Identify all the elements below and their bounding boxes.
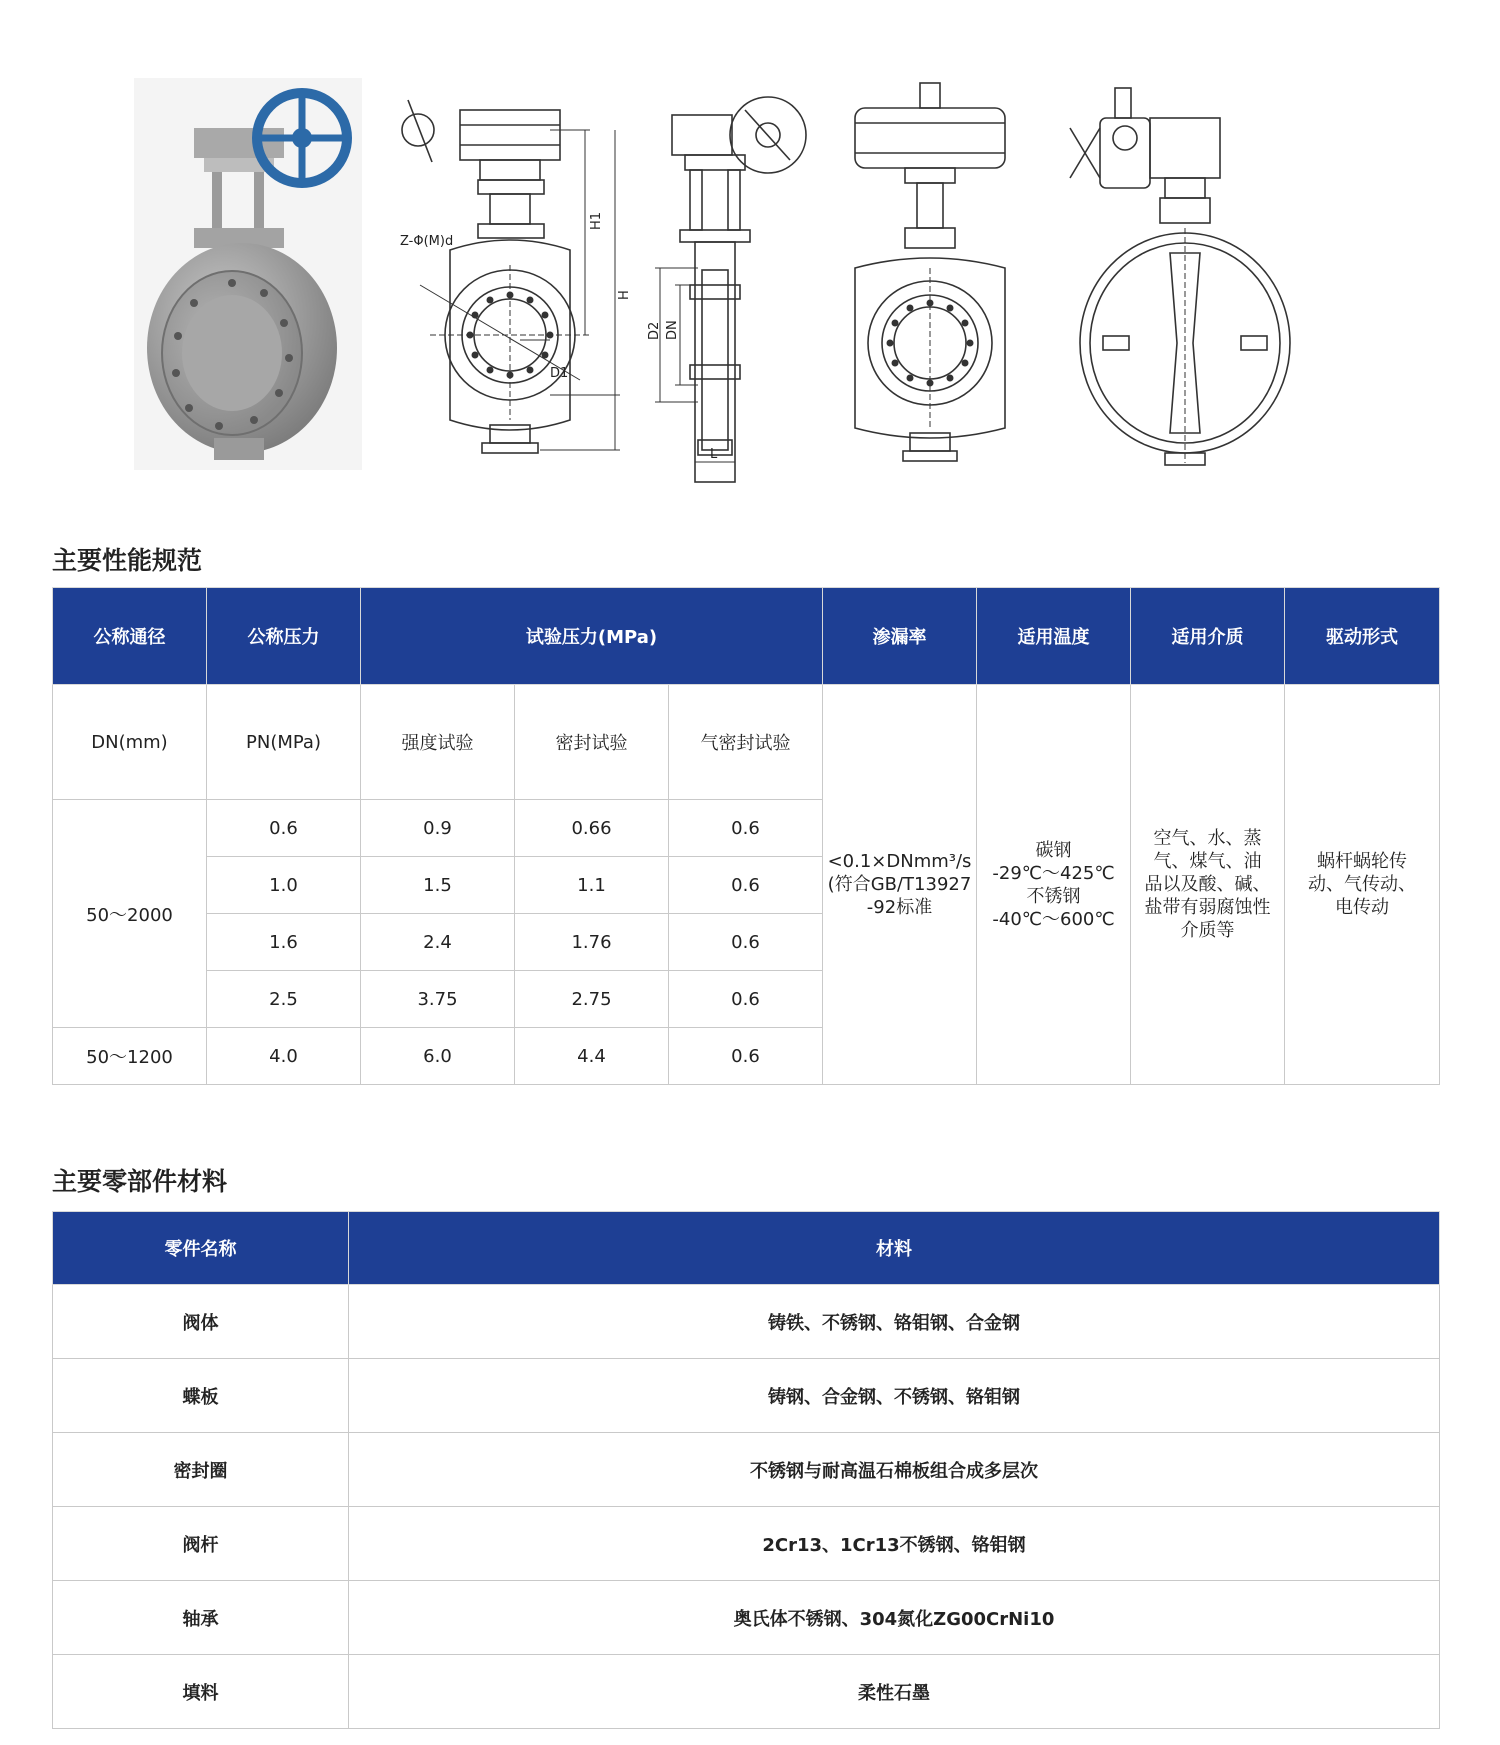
part-name-cell: 轴承 bbox=[53, 1581, 349, 1655]
materials-section-title: 主要零部件材料 bbox=[52, 1167, 228, 1196]
spec-header-row bbox=[53, 588, 1440, 685]
label-h: H bbox=[617, 290, 632, 300]
seal-cell: 2.75 bbox=[515, 971, 669, 1028]
drawing-electric-view bbox=[1065, 78, 1315, 468]
drive-line: 电传动 bbox=[1335, 897, 1389, 918]
material-cell: 铸铁、不锈钢、铬钼钢、合金钢 bbox=[349, 1285, 1440, 1359]
header-dn: 公称通径 bbox=[53, 588, 207, 685]
materials-table bbox=[52, 1211, 1440, 1729]
drawing-side-view bbox=[647, 90, 820, 470]
temperature-cell bbox=[977, 685, 1131, 1085]
airseal-cell: 0.6 bbox=[669, 857, 823, 914]
leak-line: <0.1×DNmm³/s bbox=[827, 851, 972, 872]
airseal-cell: 0.6 bbox=[669, 914, 823, 971]
part-name-cell: 密封圈 bbox=[53, 1433, 349, 1507]
seal-cell: 1.1 bbox=[515, 857, 669, 914]
medium-line: 气、煤气、油 bbox=[1153, 851, 1262, 872]
temp-line: -29℃～425℃ bbox=[992, 862, 1115, 884]
dn-group-cell: 50～1200 bbox=[53, 1028, 207, 1085]
table-row bbox=[53, 1433, 1440, 1507]
part-name-cell: 阀体 bbox=[53, 1285, 349, 1359]
subheader-dn: DN(mm) bbox=[53, 685, 207, 800]
temp-line: 不锈钢 bbox=[1026, 885, 1081, 907]
header-temp: 适用温度 bbox=[977, 588, 1131, 685]
strength-cell: 6.0 bbox=[361, 1028, 515, 1085]
header-test-pressure: 试验压力(MPa) bbox=[361, 588, 823, 685]
product-figures bbox=[0, 0, 1500, 500]
table-row bbox=[53, 1581, 1440, 1655]
strength-cell: 2.4 bbox=[361, 914, 515, 971]
pn-cell: 4.0 bbox=[207, 1028, 361, 1085]
strength-cell: 3.75 bbox=[361, 971, 515, 1028]
materials-header-row bbox=[53, 1212, 1440, 1285]
part-name-cell: 阀杆 bbox=[53, 1507, 349, 1581]
table-row bbox=[53, 1359, 1440, 1433]
subheader-airseal: 气密封试验 bbox=[669, 685, 823, 800]
header-leak: 渗漏率 bbox=[823, 588, 977, 685]
medium-line: 空气、水、蒸 bbox=[1153, 828, 1262, 849]
seal-cell: 1.76 bbox=[515, 914, 669, 971]
drive-cell bbox=[1285, 685, 1440, 1085]
material-cell: 柔性石墨 bbox=[349, 1655, 1440, 1729]
medium-line: 介质等 bbox=[1180, 920, 1235, 941]
header-medium: 适用介质 bbox=[1131, 588, 1285, 685]
table-row bbox=[53, 1507, 1440, 1581]
valve-photo bbox=[134, 78, 362, 470]
leak-line: -92标准 bbox=[866, 897, 933, 918]
header-drive: 驱动形式 bbox=[1285, 588, 1440, 685]
drive-line: 蜗杆蜗轮传 bbox=[1317, 851, 1407, 872]
pn-cell: 2.5 bbox=[207, 971, 361, 1028]
label-l: L bbox=[710, 447, 718, 462]
medium-line: 品以及酸、碱、 bbox=[1144, 874, 1271, 895]
material-cell: 铸钢、合金钢、不锈钢、铬钼钢 bbox=[349, 1359, 1440, 1433]
subheader-strength: 强度试验 bbox=[361, 685, 515, 800]
medium-cell bbox=[1131, 685, 1285, 1085]
drawing-pneumatic-view bbox=[835, 78, 1020, 468]
drive-line: 动、气传动、 bbox=[1308, 874, 1416, 895]
header-pn: 公称压力 bbox=[207, 588, 361, 685]
pn-cell: 0.6 bbox=[207, 800, 361, 857]
leak-rate-cell bbox=[823, 685, 977, 1085]
label-z: Z-Φ(M)d bbox=[400, 234, 454, 249]
label-h1: H1 bbox=[589, 211, 604, 230]
subheader-pn: PN(MPa) bbox=[207, 685, 361, 800]
pn-cell: 1.6 bbox=[207, 914, 361, 971]
material-cell: 不锈钢与耐高温石棉板组合成多层次 bbox=[349, 1433, 1440, 1507]
part-name-cell: 蝶板 bbox=[53, 1359, 349, 1433]
airseal-cell: 0.6 bbox=[669, 1028, 823, 1085]
spec-section-title: 主要性能规范 bbox=[52, 546, 203, 575]
material-cell: 奥氏体不锈钢、304氮化ZG00CrNi10 bbox=[349, 1581, 1440, 1655]
label-dn: DN bbox=[665, 320, 680, 340]
dn-group-cell: 50～2000 bbox=[53, 800, 207, 1028]
temp-line: -40℃～600℃ bbox=[992, 908, 1115, 930]
seal-cell: 4.4 bbox=[515, 1028, 669, 1085]
spec-subheader-row bbox=[53, 685, 1440, 800]
leak-line: (符合GB/T13927 bbox=[827, 874, 972, 895]
seal-cell: 0.66 bbox=[515, 800, 669, 857]
pn-cell: 1.0 bbox=[207, 857, 361, 914]
table-row bbox=[53, 1285, 1440, 1359]
airseal-cell: 0.6 bbox=[669, 971, 823, 1028]
header-part-name: 零件名称 bbox=[53, 1212, 349, 1285]
strength-cell: 0.9 bbox=[361, 800, 515, 857]
drawing-front-view bbox=[400, 90, 650, 460]
airseal-cell: 0.6 bbox=[669, 800, 823, 857]
subheader-seal: 密封试验 bbox=[515, 685, 669, 800]
part-name-cell: 填料 bbox=[53, 1655, 349, 1729]
temp-line: 碳钢 bbox=[1035, 839, 1072, 861]
material-cell: 2Cr13、1Cr13不锈钢、铬钼钢 bbox=[349, 1507, 1440, 1581]
table-row bbox=[53, 1655, 1440, 1729]
medium-line: 盐带有弱腐蚀性 bbox=[1144, 897, 1271, 918]
label-d2: D2 bbox=[647, 321, 662, 340]
label-d1: D1 bbox=[550, 366, 569, 381]
header-material: 材料 bbox=[349, 1212, 1440, 1285]
spec-table bbox=[52, 587, 1440, 1085]
strength-cell: 1.5 bbox=[361, 857, 515, 914]
